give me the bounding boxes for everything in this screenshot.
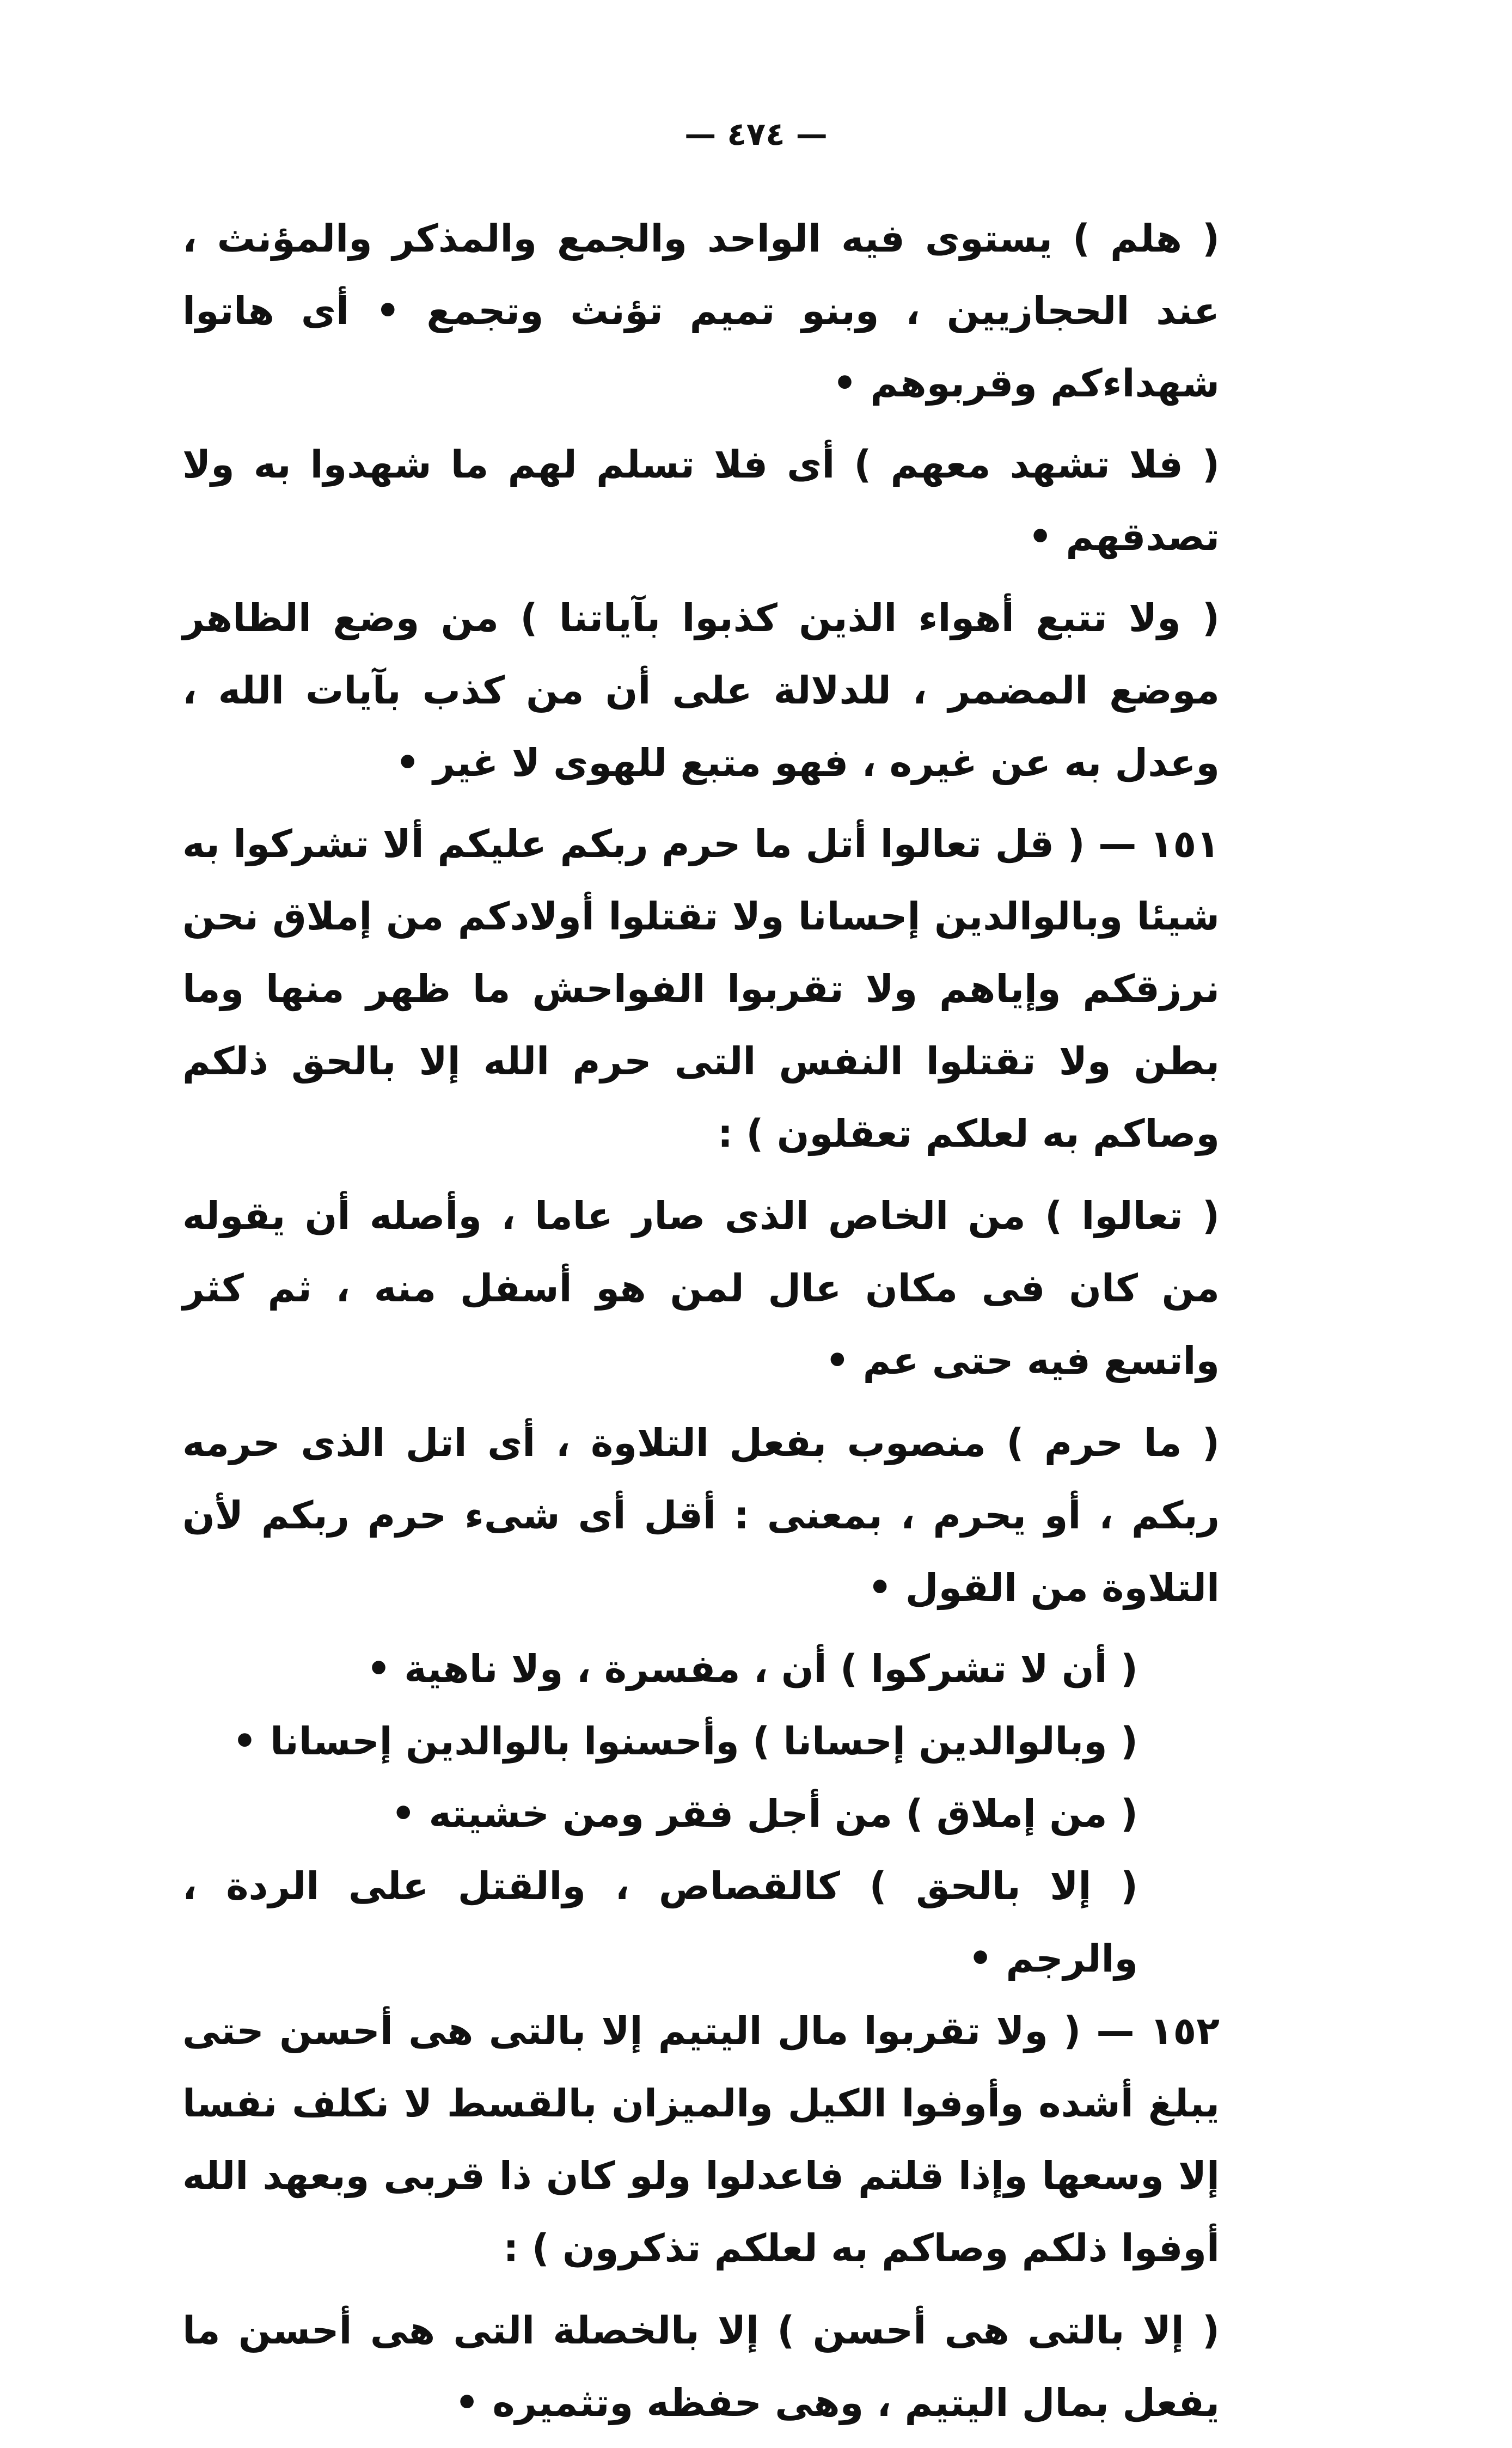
page-number: — ٤٧٤ — bbox=[684, 115, 828, 152]
commentary-paragraph: ( تعالوا ) من الخاص الذى صار عاما ، وأصله أن يقوله من كان فى مكان عال لمن هو أسفل منه ، ثم كثر واتسع فيه حتى عم • bbox=[182, 1194, 1220, 1383]
verse-paragraph: ١٥١ — ( قل تعالوا أتل ما حرم ربكم عليكم ألا تشركوا به شيئا وبالوالدين إحسانا ولا تقتلوا أولادكم من إملاق نحن نرزقكم وإياهم ولا تقربوا الفواحش ما ظهر منها وما بطن ولا تقتلوا النفس التى حرم الله إلا بالحق ذلكم وصاكم به لعلكم تعقلون ) : bbox=[182, 822, 1220, 1156]
commentary-paragraph: ( ما حرم ) منصوب بفعل التلاوة ، أى اتل الذى حرمه ربكم ، أو يحرم ، بمعنى : أقل أى شىء حرم ربكم لأن التلاوة من القول • bbox=[182, 1421, 1220, 1610]
commentary-paragraph: ( ولا تتبع أهواء الذين كذبوا بآياتنا ) من وضع الظاهر موضع المضمر ، للدلالة على أن من كذب بآيات الله ، وعدل به عن غيره ، فهو متبع للهوى لا غير • bbox=[182, 596, 1220, 785]
commentary-paragraph: ( أن لا تشركوا ) أن ، مفسرة ، ولا ناهية • bbox=[366, 1647, 1138, 1691]
commentary-paragraph: ( فلا تشهد معهم ) أى فلا تسلم لهم ما شهدوا به ولا تصدقهم • bbox=[182, 442, 1220, 559]
commentary-paragraph: ( وبالوالدين إحسانا ) وأحسنوا بالوالدين إحسانا • bbox=[232, 1719, 1138, 1764]
commentary-paragraph: ( هلم ) يستوى فيه الواحد والجمع والمذكر والمؤنث ، عند الحجازيين ، وبنو تميم تؤنث وتجمع • أى هاتوا شهداءكم وقربوهم • bbox=[182, 216, 1220, 406]
commentary-paragraph: ( من إملاق ) من أجل فقر ومن خشيته • bbox=[391, 1791, 1138, 1836]
page-text bbox=[182, 203, 1220, 2448]
verse-paragraph: ١٥٢ — ( ولا تقربوا مال اليتيم إلا بالتى هى أحسن حتى يبلغ أشده وأوفوا الكيل والميزان بالقسط لا نكلف نفسا إلا وسعها وإذا قلتم فاعدلوا ولو كان ذا قربى وبعهد الله أوفوا ذلكم وصاكم به لعلكم تذكرون ) : bbox=[182, 2009, 1220, 2270]
commentary-paragraph: ( إلا بالتى هى أحسن ) إلا بالخصلة التى هى أحسن ما يفعل بمال اليتيم ، وهى حفظه وتثميره • bbox=[182, 2308, 1220, 2425]
commentary-paragraph: ( إلا بالحق ) كالقصاص ، والقتل على الردة ، والرجم • bbox=[182, 1864, 1138, 1981]
